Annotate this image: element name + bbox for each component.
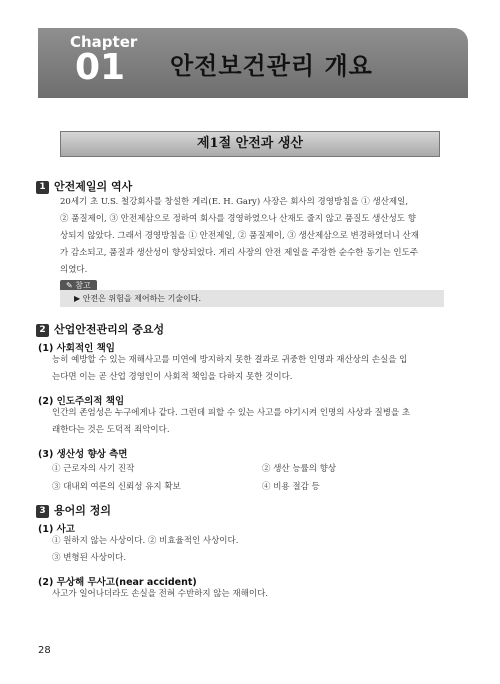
section-badge: 3	[36, 505, 49, 518]
paragraph-accident	[52, 533, 452, 567]
text-line: 20세기 초 U.S. 철강회사를 창설한 게리(E. H. Gary) 사장은 회사의 경영방침을 ① 생산제일,	[60, 197, 409, 207]
text-line: 능히 예방할 수 있는 재해사고를 미연에 방지하지 못한 결과로 귀중한 인명과 재산상의 손실을 입	[52, 355, 408, 365]
paragraph-social-responsibility	[52, 352, 452, 386]
reference-tag-label: 참고	[75, 281, 91, 290]
heading-text: 용어의 정의	[54, 504, 111, 517]
list-item: ① 근로자의 사기 진작	[52, 464, 135, 474]
chapter-number: 01	[74, 47, 126, 88]
subheading-near-accident: (2) 무상해 무사고(near accident)	[38, 577, 197, 588]
section-badge: 1	[36, 181, 49, 194]
chapter-title: 안전보건관리 개요	[170, 52, 373, 80]
text-line: 상되지 않았다. 그래서 경영방침을 ① 안전제일, ② 품질제이, ③ 생산제삼으로 변경하였더니 산재	[60, 231, 419, 241]
heading-safety-first-history	[36, 178, 132, 194]
text-line: 의였다.	[60, 265, 88, 275]
reference-box: ▶ 안전은 위험을 제어하는 기술이다.	[60, 290, 444, 307]
list-item: ④ 비용 절감 등	[262, 482, 320, 492]
text-line: 가 감소되고, 품질과 생산성이 향상되었다. 게리 사장의 안전 제일을 주장한 순수한 동기는 인도주	[60, 248, 419, 258]
text-line: 인간의 존엄성은 누구에게나 같다. 그런데 피할 수 있는 사고를 야기시켜 인명의 사상과 질병을 초	[52, 408, 411, 418]
subheading-humanitarian-responsibility: (2) 인도주의적 책임	[38, 396, 125, 407]
paragraph-near-accident	[52, 586, 452, 603]
text-line: 는다면 이는 곧 산업 경영인이 사회적 책임을 다하지 못한 것이다.	[52, 372, 293, 382]
heading-safety-management-importance	[36, 321, 164, 337]
text-line: ② 품질제이, ③ 안전제삼으로 정하여 회사를 경영하였으나 산재도 줄지 않고 품질도 생산성도 향	[60, 214, 416, 224]
heading-text: 안전제일의 역사	[54, 180, 133, 193]
list-item: ② 생산 능률의 향상	[262, 464, 337, 474]
page-number: 28	[38, 645, 51, 656]
list-item: ③ 대내외 여론의 신뢰성 유지 확보	[52, 482, 181, 492]
heading-term-definitions	[36, 502, 111, 518]
text-line: 래한다는 것은 도덕적 죄악이다.	[52, 425, 170, 435]
paragraph-humanitarian-responsibility	[52, 405, 452, 439]
paragraph-safety-first	[60, 194, 452, 279]
text-line: ③ 변형된 사상이다.	[52, 553, 127, 563]
section-badge: 2	[36, 324, 49, 337]
heading-text: 산업안전관리의 중요성	[54, 323, 165, 336]
text-line: ① 원하지 않는 사상이다. ② 비효율적인 사상이다.	[52, 536, 239, 546]
subheading-accident: (1) 사고	[38, 524, 75, 535]
reference-tag: ✎ 참고	[60, 280, 97, 291]
subheading-social-responsibility: (1) 사회적인 책임	[38, 343, 115, 354]
text-line: 사고가 일어나더라도 손실을 전혀 수반하지 않는 재해이다.	[52, 589, 268, 599]
subheading-productivity: (3) 생산성 향상 측면	[38, 449, 128, 460]
chapter-label: Chapter	[70, 33, 138, 51]
section-title: 제1절 안전과 생산	[60, 131, 440, 157]
